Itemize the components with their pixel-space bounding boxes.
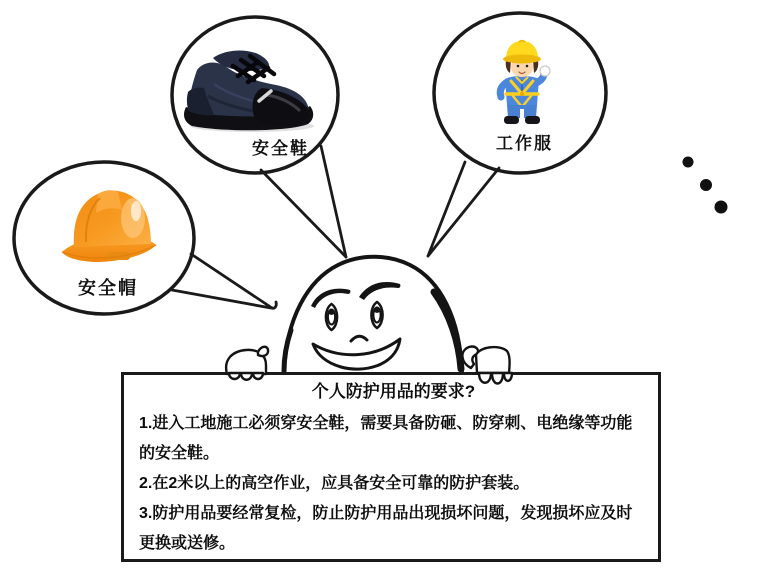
board-title: 个人防护用品的要求?	[311, 382, 476, 401]
board-text	[139, 380, 648, 559]
dot-2	[700, 179, 712, 191]
bubble-tail-workwear	[428, 162, 499, 256]
helmet-label: 安全帽	[78, 278, 138, 298]
board-item-2: 2.在2米以上的高空作业，应具备安全可靠的防护套装。	[139, 475, 530, 492]
workwear-label: 工作服	[496, 134, 553, 153]
left-hand	[226, 347, 268, 380]
board-item-3: 3.防护用品要经常复检，防止防护用品出现损坏问题，发现损坏应及时更换或送修。	[139, 505, 633, 552]
right-eye	[371, 302, 382, 328]
dot-3	[715, 201, 728, 214]
cartoon-face	[284, 257, 462, 373]
left-eye	[326, 304, 337, 330]
dot-1	[683, 157, 694, 168]
speech-bubble-helmet	[14, 162, 276, 314]
board-item-1: 1.进入工地施工必须穿安全鞋，需要具备防砸、防穿刺、电绝缘等功能的安全鞋。	[139, 415, 633, 462]
shoes-label: 安全鞋	[252, 139, 309, 158]
decoration-dots	[683, 157, 728, 214]
